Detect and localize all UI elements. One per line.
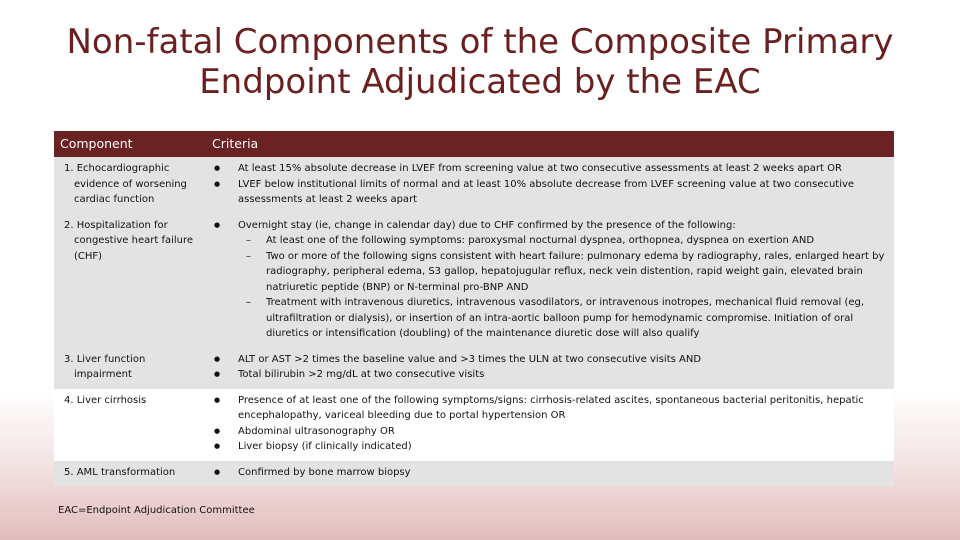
criteria-subitem: – Treatment with intravenous diuretics, intravenous vasodilators, or intravenous inotropes, mechanical fluid removal (eg, ultrafiltration or dialysis), or insertion of an intra-aortic balloon pump for hemodynamic compromise. Initiation of oral diuretics or intensification (doubling) of the maintenance diuretic dose will also qualify	[266, 295, 888, 342]
criteria-cell	[206, 157, 894, 214]
column-header-component: Component	[54, 131, 206, 157]
criteria-subitem: – At least one of the following symptoms: paroxysmal nocturnal dyspnea, orthopnea, dyspnea on exertion AND	[266, 233, 888, 249]
criteria-sublist	[238, 233, 888, 342]
criteria-list	[212, 465, 888, 481]
component-cell	[54, 461, 206, 487]
criteria-bullet: ● Presence of at least one of the following symptoms/signs: cirrhosis-related ascites, spontaneous bacterial peritonitis, hepatic encephalopathy, variceal bleeding due to portal hypertension OR	[238, 393, 888, 424]
component-cell	[54, 389, 206, 461]
column-header-criteria: Criteria	[206, 131, 894, 157]
criteria-subitem: – Two or more of the following signs consistent with heart failure: pulmonary edema by radiography, rales, enlarged heart by radiography, peripheral edema, S3 gallop, hepatojugular reflux, neck vein distention, rapid weight gain, elevated brain natriuretic peptide (BNP) or N-terminal pro-BNP AND	[266, 249, 888, 296]
table-header-row	[54, 131, 894, 157]
criteria-list	[212, 161, 888, 208]
table-row	[54, 461, 894, 487]
component-cell	[54, 157, 206, 214]
criteria-cell	[206, 389, 894, 461]
criteria-table	[54, 131, 894, 486]
component-cell	[54, 348, 206, 389]
component-label: 2. Hospitalization for congestive heart failure (CHF)	[64, 219, 194, 262]
footnote: EAC=Endpoint Adjudication Committee	[58, 505, 255, 516]
slide-title-line-1: Non-fatal Components of the Composite Primary	[66, 22, 894, 62]
criteria-bullet: ● Confirmed by bone marrow biopsy	[238, 465, 888, 481]
criteria-list	[212, 393, 888, 455]
criteria-bullet: ● ALT or AST >2 times the baseline value and >3 times the ULN at two consecutive visits AND	[238, 352, 888, 368]
criteria-bullet: ● LVEF below institutional limits of normal and at least 10% absolute decrease from LVEF screening value at two consecutive assessments at least 2 weeks apart	[238, 177, 888, 208]
criteria-bullet	[238, 218, 888, 342]
criteria-list	[212, 218, 888, 342]
table-row	[54, 389, 894, 461]
criteria-cell	[206, 461, 894, 487]
criteria-cell	[206, 348, 894, 389]
criteria-bullet: ● At least 15% absolute decrease in LVEF from screening value at two consecutive assessments at least 2 weeks apart OR	[238, 161, 888, 177]
criteria-bullet: ● Liver biopsy (if clinically indicated)	[238, 439, 888, 455]
component-label: 5. AML transformation	[64, 466, 176, 478]
component-label: 1. Echocardiographic evidence of worsening cardiac function	[64, 163, 187, 205]
table-row	[54, 157, 894, 214]
component-label: 3. Liver function impairment	[64, 353, 146, 380]
criteria-list	[212, 352, 888, 383]
component-label: 4. Liver cirrhosis	[64, 394, 147, 406]
criteria-bullet-text: Overnight stay (ie, change in calendar day) due to CHF confirmed by the presence of the following:	[238, 219, 736, 231]
criteria-bullet: ● Total bilirubin >2 mg/dL at two consecutive visits	[238, 367, 888, 383]
table-row	[54, 214, 894, 348]
slide-title	[40, 22, 920, 102]
criteria-cell	[206, 214, 894, 348]
table-row	[54, 348, 894, 389]
criteria-bullet: ● Abdominal ultrasonography OR	[238, 424, 888, 440]
slide-title-line-2: Endpoint Adjudicated by the EAC	[199, 62, 761, 102]
component-cell	[54, 214, 206, 348]
